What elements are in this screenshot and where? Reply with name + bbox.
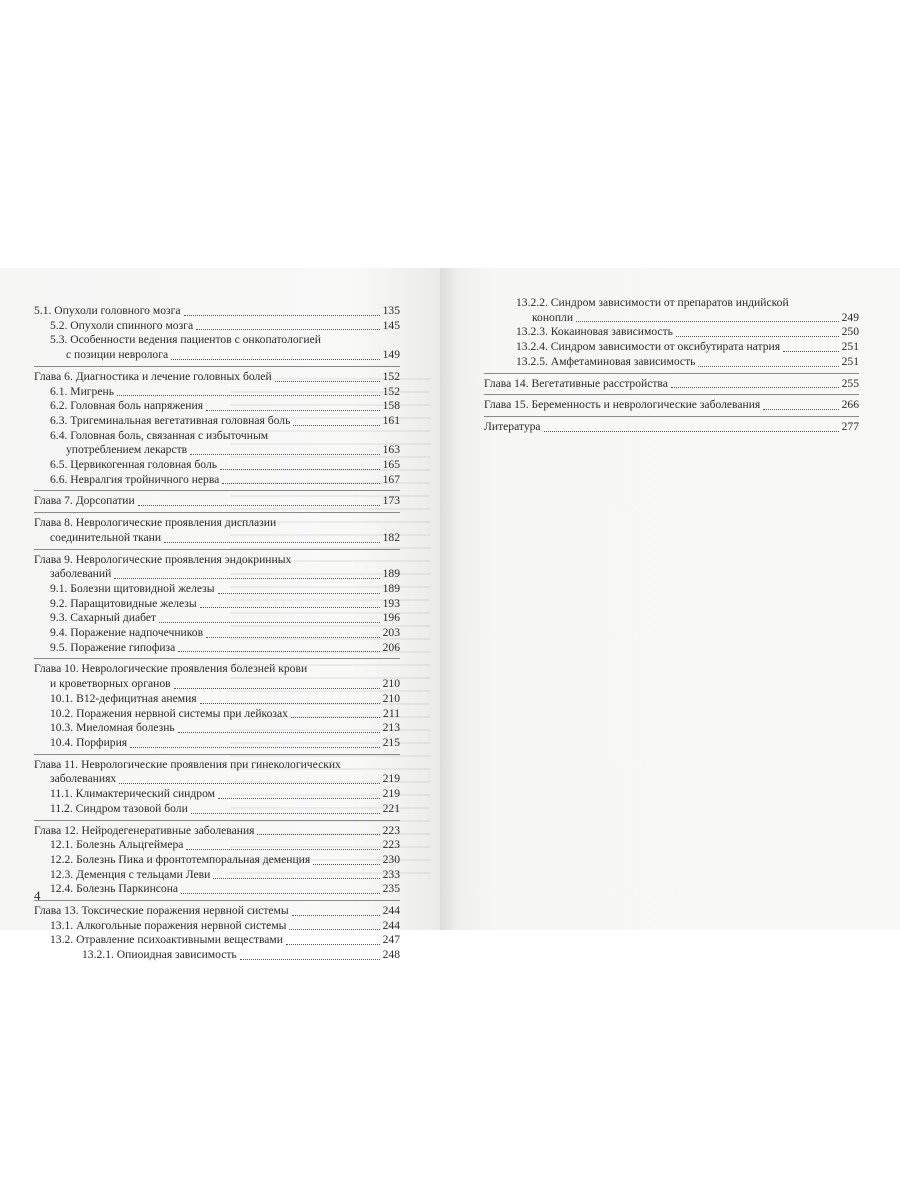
toc-entry xyxy=(34,443,400,458)
dot-leader xyxy=(171,359,380,360)
toc-entry-title: 13.2.4. Синдром зависимости от оксибутирата натрия xyxy=(516,340,781,354)
toc-entry xyxy=(34,758,400,773)
toc-page-number: 173 xyxy=(382,494,400,508)
dot-leader xyxy=(181,893,380,894)
dot-leader xyxy=(313,864,379,865)
dot-leader xyxy=(257,834,379,835)
dot-leader xyxy=(671,387,839,388)
book-spread xyxy=(0,268,900,962)
toc-entry-title: 10.1. B12-дефицитная анемия xyxy=(50,691,197,705)
toc-entry xyxy=(484,296,859,311)
toc-entry-title: 6.1. Мигрень xyxy=(50,384,114,398)
toc-entry-title: 11.2. Синдром тазовой боли xyxy=(50,801,188,815)
chapter-divider xyxy=(34,490,400,491)
toc-entry xyxy=(34,824,400,839)
toc-page-number: 158 xyxy=(382,399,400,413)
toc-page-number: 266 xyxy=(841,398,859,412)
toc-entry-title: 10.2. Поражения нервной системы при лейкозах xyxy=(50,706,288,720)
toc-entry xyxy=(484,355,859,370)
toc-page-number: 152 xyxy=(382,384,400,398)
toc-entry xyxy=(34,304,400,319)
right-page xyxy=(440,268,900,930)
chapter-divider xyxy=(34,754,400,755)
toc-entry xyxy=(34,853,400,868)
toc-entry-title: Глава 12. Нейродегенеративные заболевания xyxy=(34,823,255,837)
dot-leader xyxy=(576,321,839,322)
dot-leader xyxy=(138,505,380,506)
toc-entry-title: 12.2. Болезнь Пика и фронтотемпоральная деменция xyxy=(50,852,311,866)
toc-entry-title: Глава 10. Неврологические проявления болезней крови xyxy=(34,662,308,676)
dot-leader xyxy=(220,469,380,470)
toc-entry-title: 13.2.2. Синдром зависимости от препаратов индийской xyxy=(516,296,789,309)
dot-leader xyxy=(289,929,379,930)
toc-entry-title: 10.3. Миеломная болезнь xyxy=(50,721,175,735)
toc-entry-title: соединительной ткани xyxy=(50,530,162,544)
toc-entry-title: употреблением лекарств xyxy=(66,443,188,457)
toc-page-number: 233 xyxy=(382,867,400,881)
toc-entry-title: Глава 8. Неврологические проявления дисплазии xyxy=(34,516,277,530)
toc-page-number: 219 xyxy=(382,787,400,801)
dot-leader xyxy=(184,315,380,316)
toc-entry-title: 12.1. Болезнь Альцгеймера xyxy=(50,838,184,852)
toc-entry xyxy=(34,458,400,473)
page-number: 4 xyxy=(34,888,41,903)
toc-entry xyxy=(34,597,400,612)
dot-leader xyxy=(206,410,380,411)
toc-entry-title: 13.2. Отравление психоактивными веществами xyxy=(50,933,283,947)
toc-entry-title: и кроветворных органов xyxy=(50,677,171,691)
chapter-divider xyxy=(34,658,400,659)
dot-leader xyxy=(200,703,380,704)
toc-page-number: 255 xyxy=(841,376,859,390)
toc-entry-title: 9.4. Поражение надпочечников xyxy=(50,626,204,640)
toc-page-number: 149 xyxy=(382,348,400,362)
left-page xyxy=(0,268,440,962)
chapter-divider xyxy=(484,373,859,374)
toc-entry-title: 10.4. Порфирия xyxy=(50,735,128,749)
chapter-divider xyxy=(34,512,400,513)
toc-entry xyxy=(34,838,400,853)
toc-entry xyxy=(34,904,400,919)
toc-page-number: 145 xyxy=(382,318,400,332)
toc-entry xyxy=(484,325,859,340)
dot-leader xyxy=(190,454,379,455)
toc-entry-title: Глава 14. Вегетативные расстройства xyxy=(484,376,668,390)
dot-leader xyxy=(544,431,839,432)
toc-entry xyxy=(34,348,400,363)
dot-leader xyxy=(178,732,380,733)
toc-entry-title: 9.1. Болезни щитовидной железы xyxy=(50,581,215,595)
toc-entry-title: с позиции невролога xyxy=(66,348,169,362)
toc-page-number: 165 xyxy=(382,458,400,472)
toc-page-number: 167 xyxy=(382,472,400,486)
chapter-divider xyxy=(34,549,400,550)
dot-leader xyxy=(292,915,380,916)
toc-page-number: 223 xyxy=(382,823,400,837)
dot-leader xyxy=(186,849,379,850)
toc-page-number: 244 xyxy=(382,904,400,918)
toc-page-number: 161 xyxy=(382,413,400,427)
toc-entry xyxy=(34,611,400,626)
toc-entry xyxy=(34,677,400,692)
dot-leader xyxy=(191,813,380,814)
dot-leader xyxy=(178,651,379,652)
toc-page-number: 215 xyxy=(382,735,400,749)
toc-entry xyxy=(34,567,400,582)
toc-page-number: 221 xyxy=(382,801,400,815)
toc-entry-title: 9.3. Сахарный диабет xyxy=(50,611,157,625)
dot-leader xyxy=(222,483,379,484)
toc-entry-title: Глава 9. Неврологические проявления эндокринных xyxy=(34,552,292,566)
toc-page-number: 206 xyxy=(382,640,400,654)
toc-entry xyxy=(484,398,859,413)
toc-entry-title: 5.3. Особенности ведения пациентов с онкопатологией xyxy=(50,333,321,347)
dot-leader xyxy=(293,425,379,426)
toc-page-number: 230 xyxy=(382,852,400,866)
toc-page-number: 163 xyxy=(382,443,400,457)
dot-leader xyxy=(783,351,839,352)
toc-entry xyxy=(34,772,400,787)
dot-leader xyxy=(240,959,380,960)
toc-page-number: 210 xyxy=(382,691,400,705)
dot-leader xyxy=(159,622,380,623)
toc-page-number: 182 xyxy=(382,530,400,544)
toc-entry xyxy=(484,311,859,326)
toc-entry-title: 13.1. Алкогольные поражения нервной системы xyxy=(50,918,287,932)
toc-page-number: 235 xyxy=(382,882,400,896)
toc-entry-title: 12.4. Болезнь Паркинсона xyxy=(50,882,179,896)
dot-leader xyxy=(291,717,380,718)
dot-leader xyxy=(213,878,379,879)
toc-page-number: 193 xyxy=(382,596,400,610)
dot-leader xyxy=(174,688,380,689)
dot-leader xyxy=(698,366,838,367)
dot-leader xyxy=(130,747,380,748)
toc-entry xyxy=(34,933,400,948)
toc-entry-title: 6.6. Невралгия тройничного нерва xyxy=(50,472,220,486)
toc-entry xyxy=(34,882,400,897)
dot-leader xyxy=(164,542,380,543)
toc-entry-title: 6.3. Тригеминальная вегетативная головная боль xyxy=(50,413,291,427)
toc-entry xyxy=(34,736,400,751)
toc-entry-title: 5.2. Опухоли спинного мозга xyxy=(50,318,194,332)
toc-page-number: 196 xyxy=(382,611,400,625)
toc-page-number: 211 xyxy=(383,706,400,720)
table-of-contents-left xyxy=(34,304,400,963)
toc-entry xyxy=(34,919,400,934)
toc-entry-title: 11.1. Климактерический синдром xyxy=(50,787,215,801)
toc-entry-title: 6.2. Головная боль напряжения xyxy=(50,399,204,413)
toc-entry xyxy=(34,721,400,736)
toc-page-number: 223 xyxy=(382,838,400,852)
toc-entry xyxy=(34,948,400,963)
toc-entry-title: 9.2. Паращитовидные железы xyxy=(50,596,197,610)
toc-entry xyxy=(34,662,400,677)
toc-page-number: 135 xyxy=(382,304,400,317)
toc-entry xyxy=(34,582,400,597)
toc-entry xyxy=(34,626,400,641)
toc-entry xyxy=(34,414,400,429)
toc-page-number: 244 xyxy=(382,918,400,932)
toc-entry xyxy=(34,868,400,883)
toc-entry xyxy=(484,377,859,392)
toc-entry xyxy=(34,641,400,656)
toc-entry-title: Глава 13. Токсические поражения нервной системы xyxy=(34,904,289,918)
toc-page-number: 251 xyxy=(841,354,859,368)
toc-page-number: 277 xyxy=(841,419,859,433)
toc-entry xyxy=(34,692,400,707)
toc-page-number: 248 xyxy=(382,948,400,962)
toc-entry xyxy=(484,340,859,355)
toc-entry-title: 9.5. Поражение гипофиза xyxy=(50,640,176,654)
toc-entry xyxy=(34,707,400,722)
toc-entry-title: 12.3. Деменция с тельцами Леви xyxy=(50,867,211,881)
toc-page-number: 247 xyxy=(382,933,400,947)
toc-entry-title: 6.4. Головная боль, связанная с избыточным xyxy=(50,428,269,442)
toc-entry xyxy=(34,553,400,568)
dot-leader xyxy=(196,329,380,330)
dot-leader xyxy=(206,637,380,638)
toc-page-number: 219 xyxy=(382,772,400,786)
chapter-divider xyxy=(484,394,859,395)
toc-entry-title: 13.2.3. Кокаиновая зависимость xyxy=(516,325,673,339)
toc-page-number: 251 xyxy=(841,340,859,354)
dot-leader xyxy=(286,944,380,945)
toc-entry-title: 5.1. Опухоли головного мозга xyxy=(34,304,181,317)
toc-page-number: 203 xyxy=(382,626,400,640)
toc-entry xyxy=(34,385,400,400)
toc-entry-title: Глава 15. Беременность и неврологические заболевания xyxy=(484,398,761,412)
dot-leader xyxy=(763,409,838,410)
toc-entry xyxy=(34,370,400,385)
toc-entry xyxy=(34,473,400,488)
dot-leader xyxy=(200,607,380,608)
toc-entry-title: заболеваниях xyxy=(50,772,117,786)
toc-entry-title: заболеваний xyxy=(50,567,112,581)
toc-entry xyxy=(34,787,400,802)
dot-leader xyxy=(218,798,380,799)
dot-leader xyxy=(119,783,379,784)
toc-entry xyxy=(34,802,400,817)
table-of-contents-right xyxy=(484,296,859,435)
chapter-divider xyxy=(34,820,400,821)
toc-entry xyxy=(484,420,859,435)
toc-page-number: 250 xyxy=(841,325,859,339)
toc-entry xyxy=(34,516,400,531)
dot-leader xyxy=(275,381,380,382)
toc-entry xyxy=(34,429,400,444)
toc-page-number: 189 xyxy=(382,581,400,595)
dot-leader xyxy=(117,395,380,396)
toc-entry-title: 13.2.1. Опиоидная зависимость xyxy=(82,948,237,962)
toc-entry-title: 13.2.5. Амфетаминовая зависимость xyxy=(516,354,696,368)
toc-entry-title: 6.5. Цервикогенная головная боль xyxy=(50,458,218,472)
toc-page-number: 213 xyxy=(382,721,400,735)
dot-leader xyxy=(114,578,379,579)
chapter-divider xyxy=(34,900,400,901)
dot-leader xyxy=(218,593,380,594)
chapter-divider xyxy=(484,416,859,417)
toc-page-number: 210 xyxy=(382,677,400,691)
toc-page-number: 189 xyxy=(382,567,400,581)
toc-entry xyxy=(34,494,400,509)
toc-entry-title: Глава 7. Дорсопатии xyxy=(34,494,135,508)
toc-entry xyxy=(34,399,400,414)
toc-entry xyxy=(34,531,400,546)
toc-entry-title: Литература xyxy=(484,419,541,433)
toc-entry xyxy=(34,319,400,334)
toc-entry-title: Глава 6. Диагностика и лечение головных болей xyxy=(34,369,272,383)
toc-page-number: 152 xyxy=(382,369,400,383)
toc-entry-title: Глава 11. Неврологические проявления при гинекологических xyxy=(34,757,341,771)
toc-page-number: 249 xyxy=(841,310,859,324)
toc-entry-title: конопли xyxy=(532,310,574,324)
chapter-divider xyxy=(34,366,400,367)
toc-entry xyxy=(34,333,400,348)
dot-leader xyxy=(676,336,839,337)
